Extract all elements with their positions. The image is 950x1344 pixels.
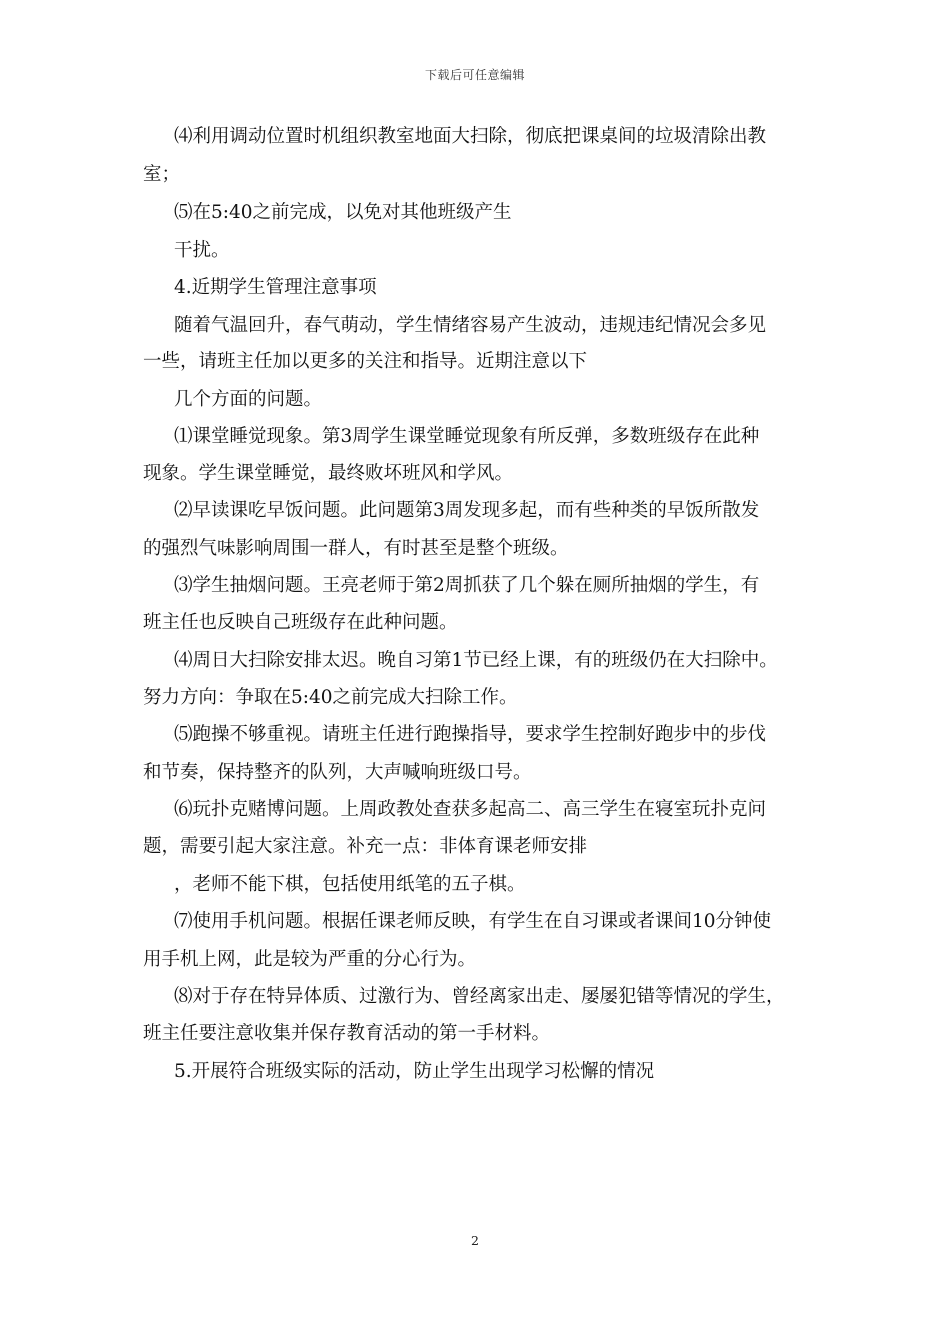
body-line: ⑷周日大扫除安排太迟。晚自习第1节已经上课，有的班级仍在大扫除中。 <box>174 650 778 671</box>
body-line: ⑺使用手机问题。根据任课老师反映，有学生在自习课或者课间10分钟使 <box>174 911 772 932</box>
body-line: ⑹玩扑克赌博问题。上周政教处查获多起高二、高三学生在寝室玩扑克问 <box>174 799 767 820</box>
body-line: ⑷利用调动位置时机组织教室地面大扫除，彻底把课桌间的垃圾清除出教 <box>174 126 767 147</box>
section-heading: 5.开展符合班级实际的活动，防止学生出现学习松懈的情况 <box>174 1061 655 1082</box>
body-line: 班主任要注意收集并保存教育活动的第一手材料。 <box>143 1023 551 1044</box>
body-line: 用手机上网，此是较为严重的分心行为。 <box>143 949 477 970</box>
body-line: ⑸跑操不够重视。请班主任进行跑操指导，要求学生控制好跑步中的步伐 <box>174 724 767 745</box>
body-line: ⑴课堂睡觉现象。第3周学生课堂睡觉现象有所反弹，多数班级存在此种 <box>174 426 760 447</box>
body-line: ⑻对于存在特异体质、过激行为、曾经离家出走、屡屡犯错等情况的学生， <box>174 986 785 1007</box>
body-line: 一些，请班主任加以更多的关注和指导。近期注意以下 <box>143 351 588 372</box>
body-line: 题，需要引起大家注意。补充一点：非体育课老师安排 <box>143 836 588 857</box>
body-line: ，老师不能下棋，包括使用纸笔的五子棋。 <box>174 874 526 895</box>
body-line: 的强烈气味影响周围一群人，有时甚至是整个班级。 <box>143 538 569 559</box>
body-line: ⑸在5:40之前完成，以免对其他班级产生 <box>174 202 512 223</box>
body-line: ⑶学生抽烟问题。王亮老师于第2周抓获了几个躲在厕所抽烟的学生，有 <box>174 575 760 596</box>
body-line: ⑵早读课吃早饭问题。此问题第3周发现多起，而有些种类的早饭所散发 <box>174 500 760 521</box>
body-line: 随着气温回升，春气萌动，学生情绪容易产生波动，违规违纪情况会多见 <box>174 315 767 336</box>
page-header-note: 下载后可任意编辑 <box>424 68 525 82</box>
section-heading: 4.近期学生管理注意事项 <box>174 277 377 298</box>
body-line: 干扰。 <box>174 240 230 261</box>
body-line: 几个方面的问题。 <box>174 389 323 410</box>
body-line: 努力方向：争取在5:40之前完成大扫除工作。 <box>143 687 518 708</box>
body-line: 和节奏，保持整齐的队列，大声喊响班级口号。 <box>143 762 532 783</box>
page-number: 2 <box>471 1233 479 1248</box>
body-line: 室； <box>143 164 181 185</box>
body-line: 现象。学生课堂睡觉，最终败坏班风和学风。 <box>143 463 514 484</box>
body-line: 班主任也反映自己班级存在此种问题。 <box>143 612 458 633</box>
